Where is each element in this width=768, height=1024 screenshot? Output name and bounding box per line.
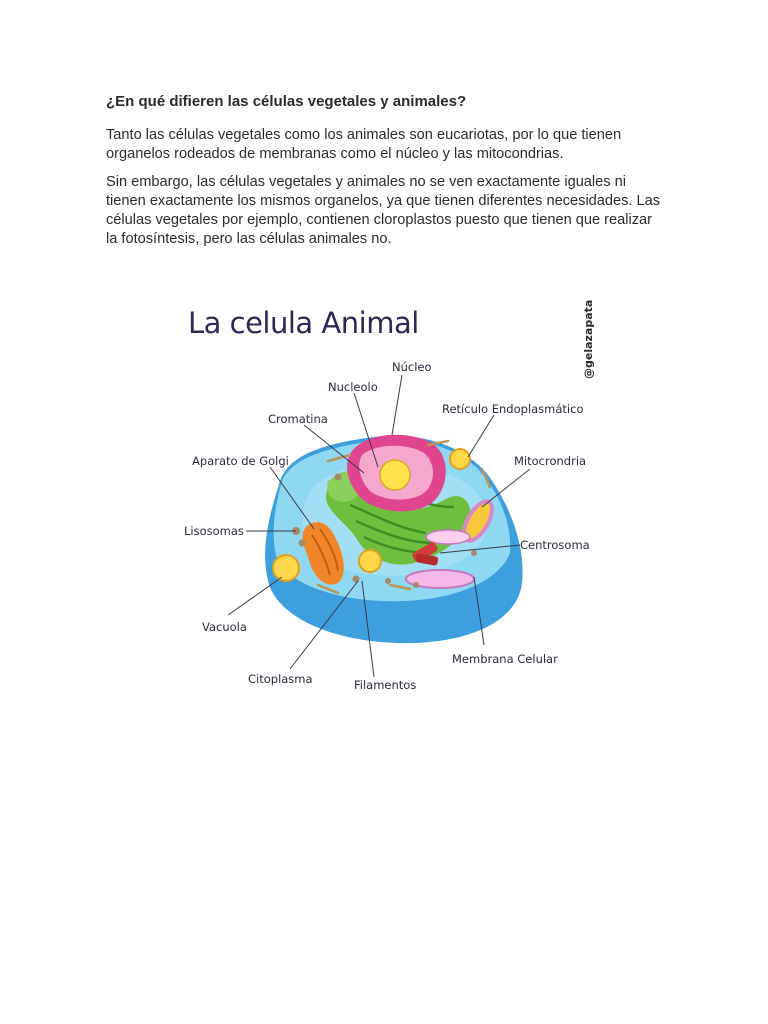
label-mitocondria: Mitocrondria: [514, 454, 587, 468]
animal-cell-figure: [178, 285, 598, 705]
label-golgi: Aparato de Golgi: [192, 454, 289, 468]
label-filamentos: Filamentos: [354, 678, 417, 692]
label-cromatina: Cromatina: [268, 412, 328, 426]
label-nucleolo: Nucleolo: [328, 380, 378, 394]
label-membrana: Membrana Celular: [452, 652, 558, 666]
label-citoplasma: Citoplasma: [248, 672, 313, 686]
animal-cell-diagram: [178, 285, 598, 705]
figure-title: La celula Animal: [188, 306, 419, 340]
text-block: [106, 92, 666, 258]
label-centrosoma: Centrosoma: [520, 538, 590, 552]
paragraph-1: Tanto las células vegetales como los animales son eucariotas, por lo que tienen organelos rodeados de membranas como el núcleo y las mitocondrias.: [106, 127, 622, 162]
label-nucleo: Núcleo: [392, 360, 432, 374]
label-lisosomas: Lisosomas: [184, 524, 244, 538]
label-vacuola: Vacuola: [202, 620, 247, 634]
watermark: @gelazapata: [582, 299, 595, 379]
section-heading: ¿En qué difieren las células vegetales y animales?: [106, 93, 467, 110]
paragraph-2: Sin embargo, las células vegetales y animales no se ven exactamente iguales ni tienen exactamente los mismos organelos, ya que tienen diferentes necesidades. Las células vegetales por ejemplo, contienen cloroplastos puesto que tienen que realizar la fotosíntesis, pero las células animales no.: [106, 174, 661, 247]
label-reticulo: Retículo Endoplasmático: [442, 402, 584, 416]
